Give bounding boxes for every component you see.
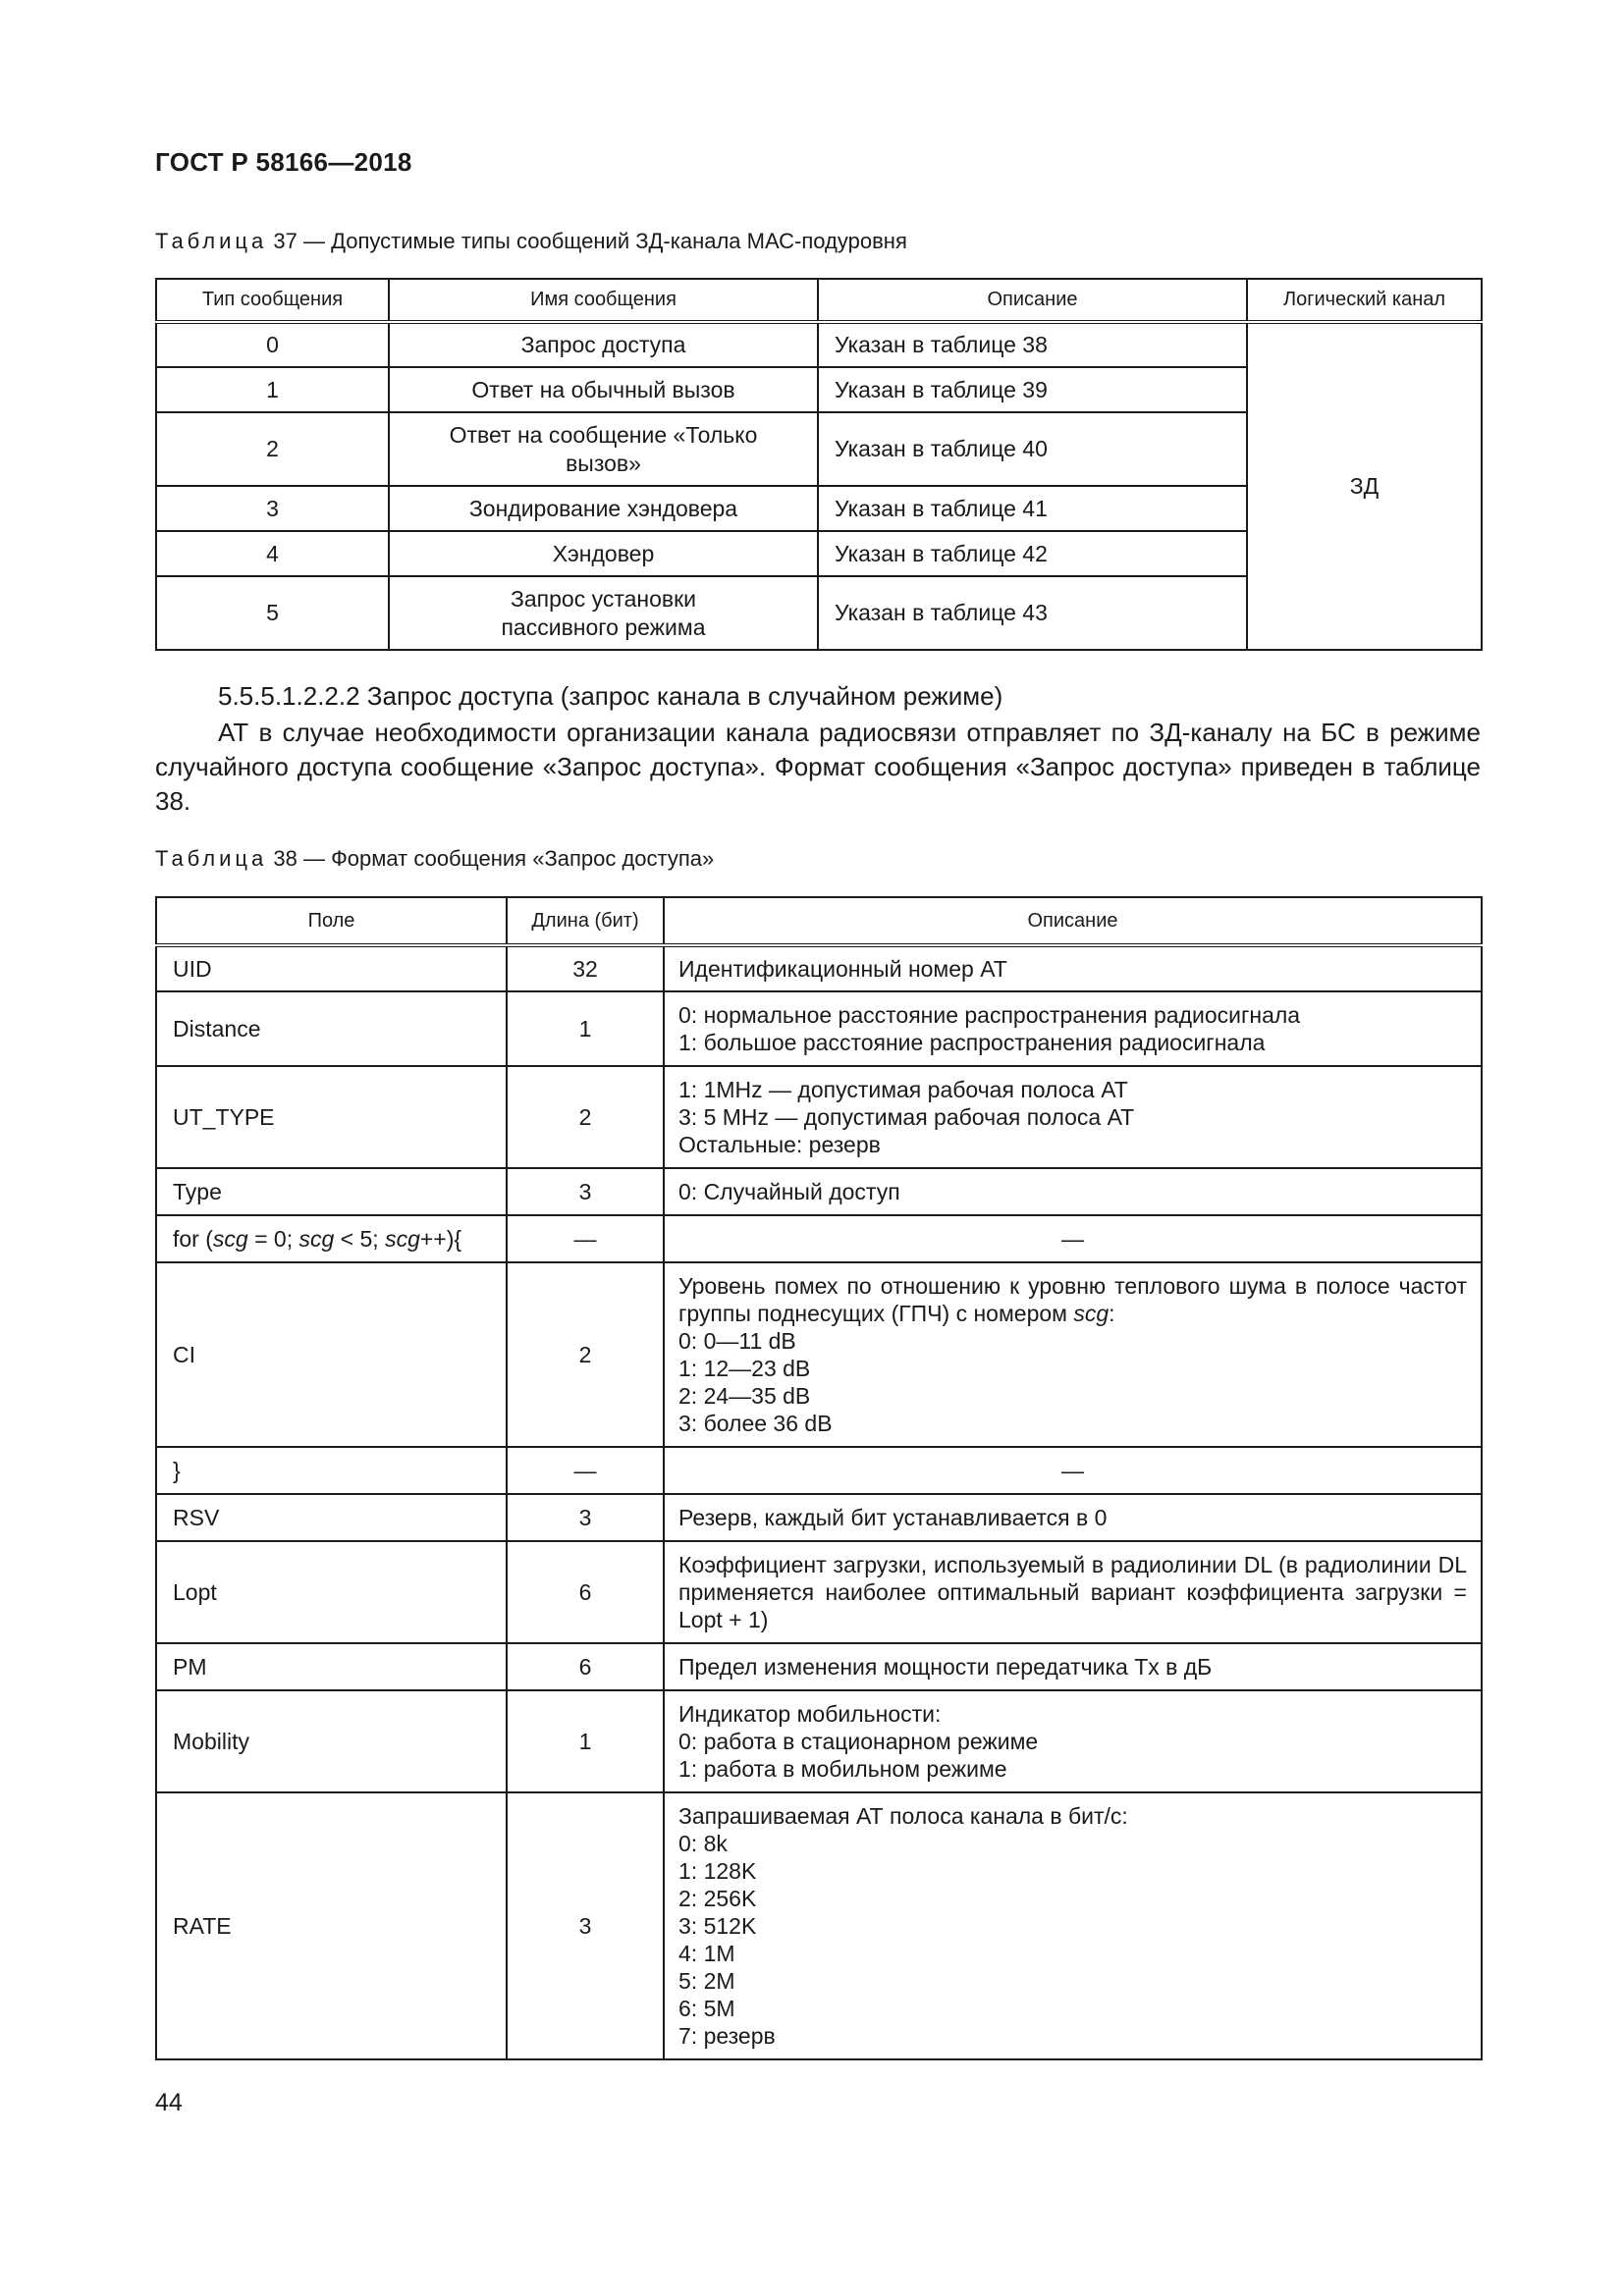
field-length: — (507, 1215, 664, 1262)
field-length: 2 (507, 1066, 664, 1168)
field-length: 32 (507, 945, 664, 991)
field-description: Запрашиваемая АТ полоса канала в бит/с: 0: 8k 1: 128K 2: 256K 3: 512K 4: 1M 5: 2M 6: 5M 7: резерв (664, 1792, 1482, 2059)
loop-end: ++){ (419, 1226, 462, 1252)
table-row (156, 1494, 1482, 1541)
field-name: UT_TYPE (156, 1066, 507, 1168)
loop-init: = 0; (247, 1226, 299, 1252)
caption-text: 37 — Допустимые типы сообщений ЗД-канала МАС-подуровня (267, 229, 907, 253)
field-description: 0: нормальное расстояние распространения радиосигнала 1: большое расстояние распространения радиосигнала (664, 991, 1482, 1066)
field-description: 1: 1MHz — допустимая рабочая полоса АТ 3: 5 MHz — допустимая рабочая полоса АТ Остальные: резерв (664, 1066, 1482, 1168)
ci-desc-tail: : (1109, 1301, 1115, 1326)
field-description: — (664, 1447, 1482, 1494)
field-description: Коэффициент загрузки, используемый в радиолинии DL (в радиолинии DL применяется наиболее оптимальный вариант коэффициента загрузки = Lopt + 1) (664, 1541, 1482, 1643)
table-row (156, 1447, 1482, 1494)
section-paragraph: АТ в случае необходимости организации канала радиосвязи отправляет по ЗД-каналу на БС в режиме случайного доступа сообщение «Запрос доступа». Формат сообщения «Запрос доступа» приведен в таблице 38. (155, 718, 1481, 816)
column-header: Описание (664, 897, 1482, 945)
table-row (156, 1262, 1482, 1447)
table-row (156, 322, 1482, 367)
field-name: Mobility (156, 1690, 507, 1792)
message-type: 1 (156, 367, 389, 412)
loop-var: scg (212, 1226, 248, 1252)
table-row (156, 1541, 1482, 1643)
field-name: RSV (156, 1494, 507, 1541)
ci-desc-main: Уровень помех по отношению к уровню теплового шума в полосе частот группы поднесущих (ГПЧ) с номером (678, 1273, 1467, 1326)
message-description: Указан в таблице 43 (818, 576, 1247, 650)
caption-text: 38 — Формат сообщения «Запрос доступа» (267, 846, 715, 871)
table-38-caption (155, 846, 714, 872)
message-name: Зондирование хэндовера (389, 486, 818, 531)
message-type: 4 (156, 531, 389, 576)
column-header: Поле (156, 897, 507, 945)
caption-prefix: Таблица (155, 846, 268, 871)
message-type: 2 (156, 412, 389, 486)
message-description: Указан в таблице 41 (818, 486, 1247, 531)
table-row (156, 1792, 1482, 2059)
field-description: Идентификационный номер АТ (664, 945, 1482, 991)
message-description: Указан в таблице 42 (818, 531, 1247, 576)
field-name: RATE (156, 1792, 507, 2059)
field-length: 2 (507, 1262, 664, 1447)
column-header: Описание (818, 279, 1247, 322)
table-row (156, 1215, 1482, 1262)
column-header: Тип сообщения (156, 279, 389, 322)
field-description: Индикатор мобильности: 0: работа в стационарном режиме 1: работа в мобильном режиме (664, 1690, 1482, 1792)
table-38 (155, 896, 1483, 2060)
field-length: 3 (507, 1792, 664, 2059)
table-row (156, 991, 1482, 1066)
field-name: } (156, 1447, 507, 1494)
column-header: Имя сообщения (389, 279, 818, 322)
table-row (156, 1168, 1482, 1215)
field-description: — (664, 1215, 1482, 1262)
page-number: 44 (155, 2089, 183, 2116)
column-header: Длина (бит) (507, 897, 664, 945)
field-description: 0: Случайный доступ (664, 1168, 1482, 1215)
field-length: — (507, 1447, 664, 1494)
message-description: Указан в таблице 39 (818, 367, 1247, 412)
message-name: Хэндовер (389, 531, 818, 576)
ci-values: 0: 0—11 dB 1: 12—23 dB 2: 24—35 dB 3: более 36 dB (678, 1328, 833, 1436)
field-name: Distance (156, 991, 507, 1066)
field-description: Предел изменения мощности передатчика Tx в дБ (664, 1643, 1482, 1690)
column-header: Логический канал (1247, 279, 1482, 322)
loop-cond: < 5; (334, 1226, 386, 1252)
field-description (664, 1262, 1482, 1447)
field-length: 6 (507, 1643, 664, 1690)
field-name: Lopt (156, 1541, 507, 1643)
logical-channel: ЗД (1247, 322, 1482, 650)
table-row (156, 1690, 1482, 1792)
table-row (156, 1066, 1482, 1168)
field-name: UID (156, 945, 507, 991)
message-name: Запрос доступа (389, 322, 818, 367)
message-description: Указан в таблице 40 (818, 412, 1247, 486)
caption-prefix: Таблица (155, 229, 268, 253)
loop-var: scg (385, 1226, 420, 1252)
field-name: Type (156, 1168, 507, 1215)
table-row (156, 1643, 1482, 1690)
field-length: 3 (507, 1168, 664, 1215)
field-length: 1 (507, 991, 664, 1066)
table-37-caption (155, 229, 907, 254)
message-name: Ответ на обычный вызов (389, 367, 818, 412)
message-type: 3 (156, 486, 389, 531)
table-row (156, 945, 1482, 991)
loop-var: scg (298, 1226, 335, 1252)
message-type: 0 (156, 322, 389, 367)
ci-desc-var: scg (1073, 1301, 1110, 1326)
loop-for: for ( (173, 1226, 213, 1252)
field-length: 1 (507, 1690, 664, 1792)
field-name: CI (156, 1262, 507, 1447)
field-length: 3 (507, 1494, 664, 1541)
message-type: 5 (156, 576, 389, 650)
loop-start (156, 1215, 507, 1262)
table-37 (155, 278, 1483, 651)
field-description: Резерв, каждый бит устанавливается в 0 (664, 1494, 1482, 1541)
message-name: Ответ на сообщение «Только вызов» (389, 412, 818, 486)
section-heading: 5.5.5.1.2.2.2 Запрос доступа (запрос канала в случайном режиме) (218, 681, 1003, 711)
message-name: Запрос установки пассивного режима (389, 576, 818, 650)
field-name: PM (156, 1643, 507, 1690)
field-length: 6 (507, 1541, 664, 1643)
document-header: ГОСТ Р 58166—2018 (155, 147, 412, 177)
message-description: Указан в таблице 38 (818, 322, 1247, 367)
